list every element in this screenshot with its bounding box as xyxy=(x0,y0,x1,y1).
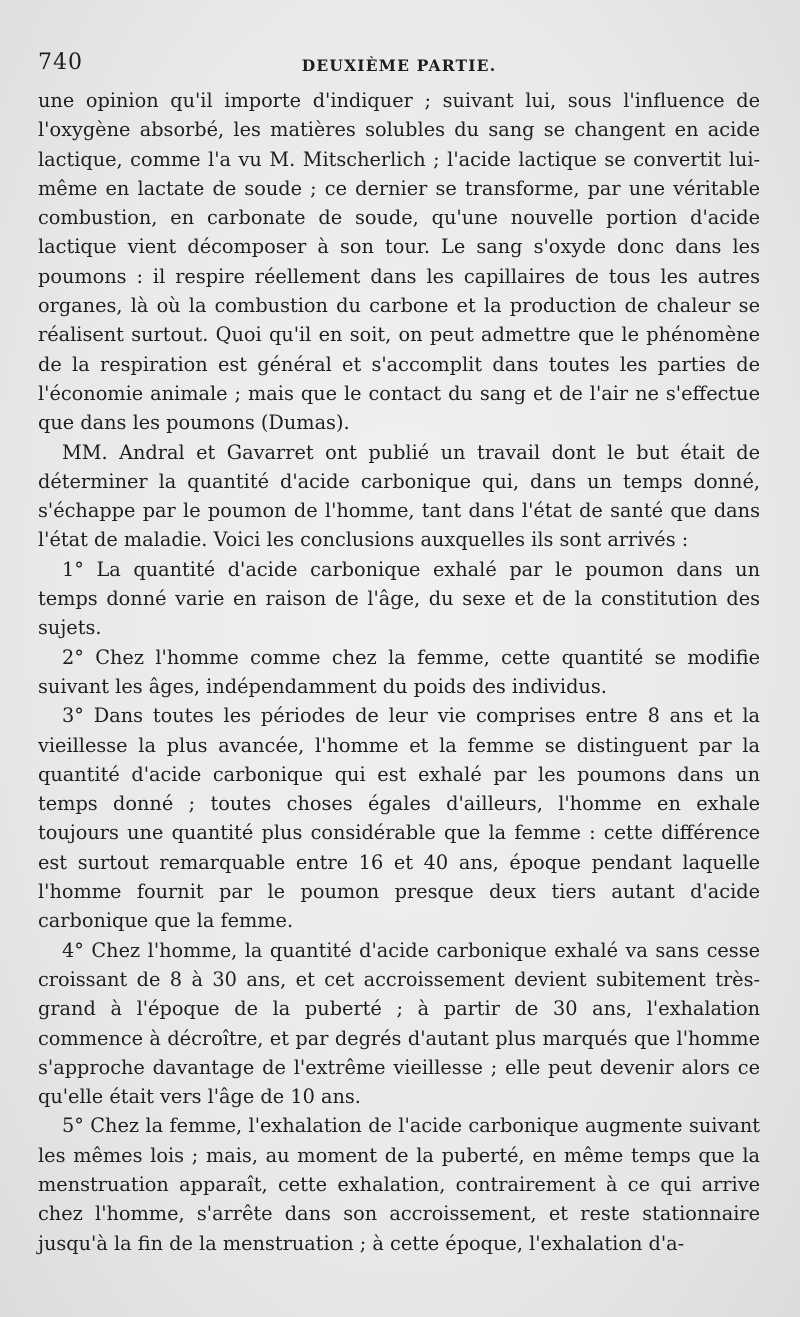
paragraph-andral-gavarret: MM. Andral et Gavarret ont publié un travail dont le but était de déterminer la quantité d'acide carbonique qui, dans un temps donné, s'échappe par le poumon de l'homme, tant dans l'état de santé que dans l'état de maladie. Voici les conclusions auxquelles ils sont arrivés : xyxy=(38,440,760,552)
conclusion-2: 2° Chez l'homme comme chez la femme, cette quantité se modifie suivant les âges, indépendamment du poids des individus. xyxy=(38,645,760,698)
conclusion-5: 5° Chez la femme, l'exhalation de l'acide carbonique augmente suivant les mêmes lois ; mais, au moment de la puberté, en même temps que la menstruation apparaît, cette exhalation, contrairement à ce qui arrive chez l'homme, s'arrête dans son accroissement, et reste stationnaire jusqu'à la fin de la menstruation ; à cette époque, l'exhalation d'a- xyxy=(38,1114,760,1255)
conclusion-1: 1° La quantité d'acide carbonique exhalé par le poumon dans un temps donné varie en raison de l'âge, du sexe et de la constitution des sujets. xyxy=(38,557,760,640)
page-header xyxy=(38,50,760,80)
conclusion-4: 4° Chez l'homme, la quantité d'acide carbonique exhalé va sans cesse croissant de 8 à 30 ans, et cet accroissement devient subitement très-grand à l'époque de la puberté ; à partir de 30 ans, l'exhalation commence à décroître, et par degrés d'autant plus marqués que l'homme s'approche davantage de l'extrême vieillesse ; elle peut devenir alors ce qu'elle était vers l'âge de 10 ans. xyxy=(38,938,760,1109)
conclusion-3: 3° Dans toutes les périodes de leur vie comprises entre 8 ans et la vieillesse la plus avancée, l'homme et la femme se distinguent par la quantité d'acide carbonique qui est exhalé par les poumons dans un temps donné ; toutes choses égales d'ailleurs, l'homme en exhale toujours une quantité plus considérable que la femme : cette différence est surtout remarquable entre 16 et 40 ans, époque pendant laquelle l'homme fournit par le poumon presque deux tiers autant d'acide carbonique que la femme. xyxy=(38,704,760,933)
body-text xyxy=(38,86,760,1258)
paragraph-continuation: une opinion qu'il importe d'indiquer ; suivant lui, sous l'influence de l'oxygène absorbé, les matières solubles du sang se changent en acide lactique, comme l'a vu M. Mitscherlich ; l'acide lactique se convertit lui-même en lactate de soude ; ce dernier se transforme, par une véritable combustion, en carbonate de soude, qu'une nouvelle portion d'acide lactique vient décomposer à son tour. Le sang s'oxyde donc dans les poumons : il respire réellement dans les capillaires de tous les autres organes, là où la combustion du carbone et la production de chaleur se réalisent surtout. Quoi qu'il en soit, on peut admettre que le phénomène de la respiration est général et s'accomplit dans toutes les parties de l'économie animale ; mais que le contact du sang et de l'air ne s'effectue que dans les poumons (Dumas). xyxy=(38,89,760,435)
running-head: DEUXIÈME PARTIE. xyxy=(301,56,497,75)
page-number: 740 xyxy=(38,50,83,75)
